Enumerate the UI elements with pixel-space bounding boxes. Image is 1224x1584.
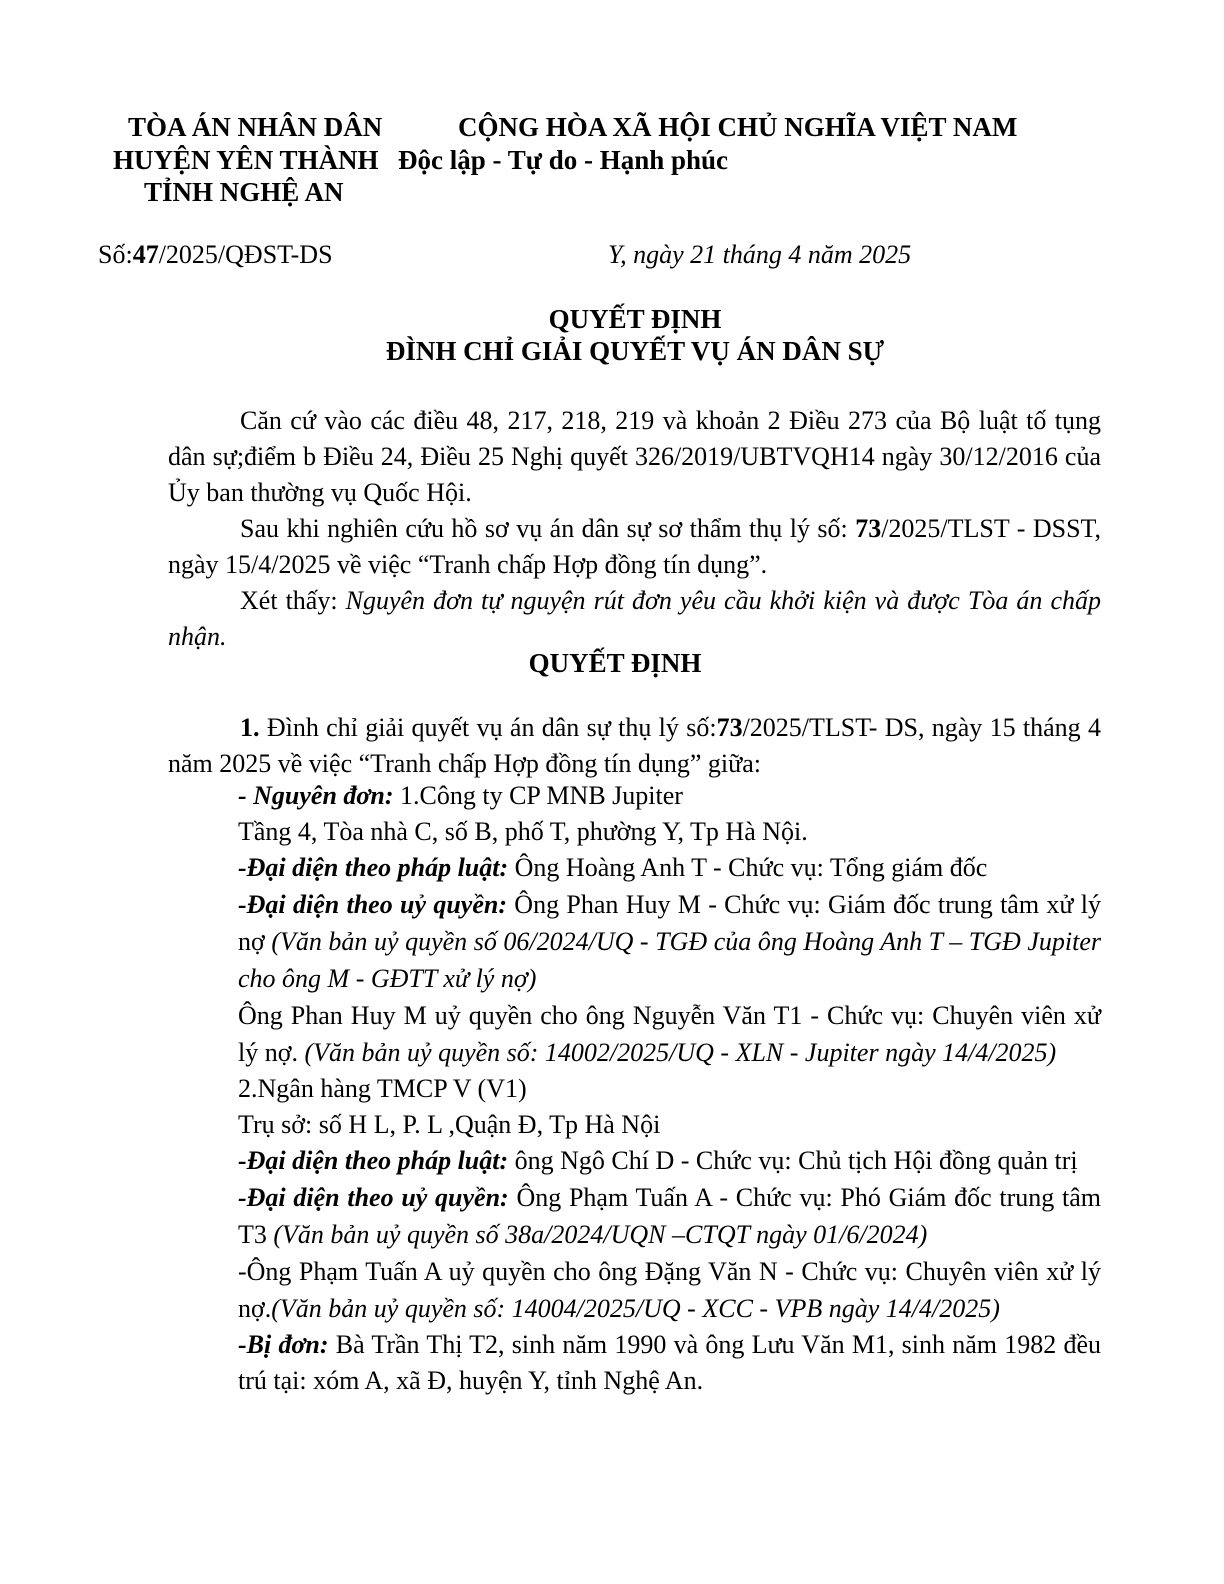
- legal-rep-text: Ông Hoàng Anh T - Chức vụ: Tổng giám đốc: [508, 853, 988, 882]
- place-date: Y, ngày 21 tháng 4 năm 2025: [608, 240, 912, 269]
- parties-section: [238, 778, 1101, 1399]
- sub-auth-document: (Văn bản uỷ quyền số: 14004/2025/UQ - XCC - VPB ngày 14/4/2025): [271, 1294, 1000, 1323]
- doc-number-prefix: Số:: [98, 240, 133, 269]
- defendant-line: [238, 1327, 1101, 1399]
- plaintiff-1-address: Tầng 4, Tòa nhà C, số B, phố T, phường Y, Tp Hà Nội.: [238, 817, 808, 846]
- decision-heading: QUYẾT ĐỊNH: [528, 648, 702, 678]
- auth-rep-document: (Văn bản uỷ quyền số 06/2024/UQ - TGĐ của ông Hoàng Anh T – TGĐ Jupiter cho ông M - GĐTT xử lý nợ): [238, 927, 1102, 993]
- review-text-b: /2025/TLST - DSST, ngày 15/4/2025 về việc “Tranh chấp Hợp đồng tín dụng”.: [168, 514, 1101, 579]
- plaintiff-1-auth-rep: [238, 886, 1101, 997]
- plaintiff-1-legal-rep: [238, 850, 1101, 886]
- review-paragraph: [168, 511, 1101, 583]
- item-1-number: 1.: [240, 713, 260, 742]
- doc-number-value: 47: [132, 240, 159, 269]
- defendant-text: Bà Trần Thị T2, sinh năm 1990 và ông Lưu Văn M1, sinh năm 1982 đều trú tại: xóm A, xã Đ, huyện Y, tỉnh Nghệ An.: [238, 1330, 1102, 1395]
- decision-subtitle: ĐÌNH CHỈ GIẢI QUYẾT VỤ ÁN DÂN SỰ: [385, 336, 885, 366]
- plaintiff-2-legal-rep: [238, 1143, 1101, 1179]
- sub-auth-document: (Văn bản uỷ quyền số: 14002/2025/UQ - XLN - Jupiter ngày 14/4/2025): [304, 1038, 1057, 1067]
- decision-item-1: [168, 710, 1101, 782]
- plaintiff-label: - Nguyên đơn:: [238, 781, 394, 810]
- legal-rep-text: ông Ngô Chí D - Chức vụ: Chủ tịch Hội đồng quản trị: [508, 1146, 1078, 1175]
- finding-label: Xét thấy:: [240, 586, 346, 615]
- plaintiff-2-sub-auth: [238, 1253, 1101, 1327]
- auth-rep-document: (Văn bản uỷ quyền số 38a/2024/UQN –CTQT ngày 01/6/2024): [273, 1220, 928, 1249]
- legal-rep-label: -Đại diện theo pháp luật:: [238, 1146, 509, 1175]
- auth-rep-text: Ông Phạm Tuấn A - Chức vụ: Phó Giám đốc trung tâm T3: [238, 1183, 1101, 1249]
- plaintiff-2-address: Trụ sở: số H L, P. L ,Quận Đ, Tp Hà Nội: [238, 1110, 661, 1139]
- document-number: [98, 240, 333, 270]
- basis-paragraph: Căn cứ vào các điều 48, 217, 218, 219 và khoản 2 Điều 273 của Bộ luật tố tụng dân sự;điểm b Điều 24, Điều 25 Nghị quyết 326/2019/UBTVQH14 ngày 30/12/2016 của Ủy ban thường vụ Quốc Hội.: [168, 406, 1101, 507]
- sub-auth-text: Ông Phan Huy M uỷ quyền cho ông Nguyễn Văn T1 - Chức vụ: Chuyên viên xử lý nợ.: [238, 1001, 1101, 1067]
- plaintiff-1-line: [238, 778, 1101, 814]
- nation-title: CỘNG HÒA XÃ HỘI CHỦ NGHĨA VIỆT NAM: [458, 112, 1018, 142]
- plaintiff-2-name: 2.Ngân hàng TMCP V (V1): [238, 1074, 527, 1103]
- review-case-number: 73: [855, 514, 882, 543]
- basis-section: [168, 403, 1101, 655]
- auth-rep-label: -Đại diện theo uỷ quyền:: [238, 1183, 509, 1212]
- court-name-line1: TÒA ÁN NHÂN DÂN: [128, 112, 383, 142]
- court-name-line2: HUYỆN YÊN THÀNH: [113, 145, 379, 175]
- doc-number-suffix: /2025/QĐST-DS: [158, 240, 333, 269]
- plaintiff-1-sub-auth: [238, 997, 1101, 1071]
- decision-title: QUYẾT ĐỊNH: [548, 304, 722, 334]
- sub-auth-text: -Ông Phạm Tuấn A uỷ quyền cho ông Đặng Văn N - Chức vụ: Chuyên viên xử lý nợ.: [238, 1257, 1101, 1323]
- plaintiff-2-auth-rep: [238, 1179, 1101, 1253]
- nation-motto: Độc lập - Tự do - Hạnh phúc: [398, 145, 729, 175]
- defendant-label: -Bị đơn:: [238, 1330, 329, 1359]
- item-1-text-a: Đình chỉ giải quyết vụ án dân sự thụ lý số:: [259, 713, 717, 742]
- finding-text: Nguyên đơn tự nguyện rút đơn yêu cầu khởi kiện và được Tòa án chấp nhận.: [168, 586, 1101, 651]
- item-1-text-b: /2025/TLST- DS, ngày 15 tháng 4 năm 2025 về việc “Tranh chấp Hợp đồng tín dụng” giữa:: [168, 713, 1101, 778]
- item-1-paragraph: [168, 710, 1101, 782]
- item-1-case-number: 73: [716, 713, 743, 742]
- auth-rep-text: Ông Phan Huy M - Chức vụ: Giám đốc trung tâm xử lý nợ: [238, 890, 1102, 956]
- auth-rep-label: -Đại diện theo uỷ quyền:: [238, 890, 507, 919]
- court-name-line3: TỈNH NGHỆ AN: [144, 177, 344, 207]
- finding-paragraph: [168, 583, 1101, 655]
- review-text-a: Sau khi nghiên cứu hồ sơ vụ án dân sự sơ thẩm thụ lý số:: [240, 514, 856, 543]
- plaintiff-1-name: 1.Công ty CP MNB Jupiter: [393, 781, 683, 810]
- legal-rep-label: -Đại diện theo pháp luật:: [238, 853, 509, 882]
